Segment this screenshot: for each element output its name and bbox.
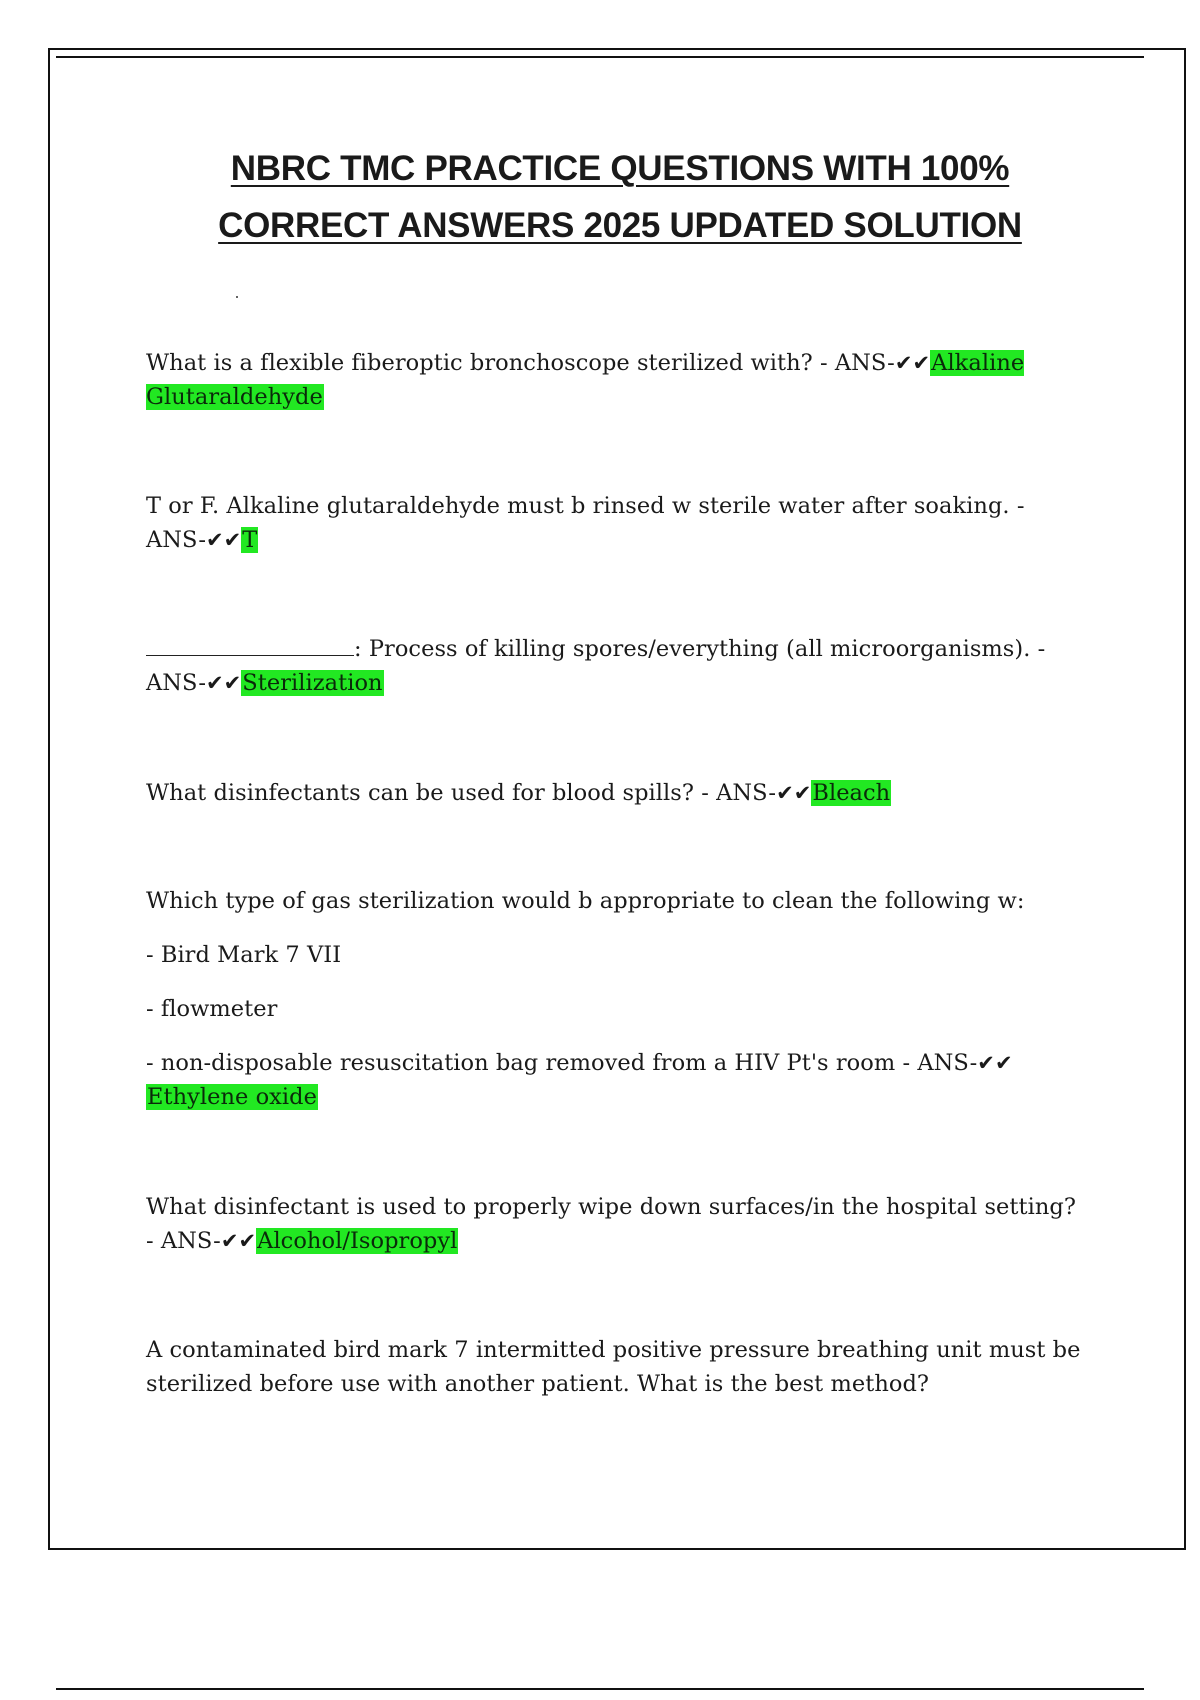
list-item: - flowmeter xyxy=(146,996,278,1022)
question-text: T or F. Alkaline glutaraldehyde must b rinsed w sterile water after soaking. xyxy=(146,493,1010,519)
answer-highlight: Sterilization xyxy=(242,670,383,696)
qa-item: : Process of killing spores/everything (all microorganisms). - ANS-✔✔Sterilization xyxy=(146,632,1086,700)
double-check-icon: ✔✔ xyxy=(776,781,812,805)
double-check-icon: ✔✔ xyxy=(894,351,931,375)
question-text: A contaminated bird mark 7 intermitted positive pressure breathing unit must be sterilized before use with another patient. What is the best method? xyxy=(146,1337,1081,1397)
list-item: - non-disposable resuscitation bag removed from a HIV Pt's room xyxy=(146,1050,896,1076)
stray-dot xyxy=(236,296,238,298)
answer-marker: ANS-✔✔ xyxy=(716,780,812,806)
question-text: Which type of gas sterilization would b appropriate to clean the following w: xyxy=(146,888,1025,914)
double-check-icon: ✔✔ xyxy=(220,1229,257,1253)
answer-highlight: Ethylene oxide xyxy=(147,1084,317,1110)
answer-highlight: Alcohol/Isopropyl xyxy=(257,1228,458,1254)
answer-marker: ANS-✔✔ xyxy=(834,350,931,376)
document-title xyxy=(80,140,1160,254)
answer-marker: ANS-✔✔ xyxy=(160,1228,257,1254)
question-text: : Process of killing spores/everything (all microorganisms). xyxy=(354,636,1031,662)
qa-item xyxy=(146,1333,1086,1401)
list-item: - Bird Mark 7 VII xyxy=(146,942,342,968)
double-check-icon: ✔✔ xyxy=(977,1051,1013,1075)
qa-item: T or F. Alkaline glutaraldehyde must b rinsed w sterile water after soaking. - ANS-✔✔T xyxy=(146,493,1025,553)
answer-highlight: Alkaline Glutaraldehyde xyxy=(146,350,1025,410)
qa-item: Which type of gas sterilization would b appropriate to clean the following w: - Bird Mark 7 VII - flowmeter - non-disposable resuscitation bag removed from a HIV Pt's room - ANS-✔✔ Ethylene oxide xyxy=(146,884,1086,1114)
top-rule xyxy=(56,56,1144,58)
question-text: What disinfectant is used to properly wipe down surfaces/in the hospital setting? xyxy=(146,1194,1076,1220)
bottom-rule xyxy=(56,1688,1144,1690)
answer-marker: ANS-✔✔ xyxy=(146,527,242,553)
qa-item: What disinfectants can be used for blood spills? - ANS-✔✔Bleach xyxy=(146,780,891,806)
answer-marker: ANS-✔✔ xyxy=(146,670,242,696)
question-text: What disinfectants can be used for blood spills? xyxy=(146,780,695,806)
fill-in-blank xyxy=(146,633,354,656)
double-check-icon: ✔✔ xyxy=(205,671,242,695)
answer-highlight: Bleach xyxy=(812,780,891,806)
question-text: What is a flexible fiberoptic bronchoscope sterilized with? xyxy=(146,350,813,376)
answer-marker: ANS-✔✔ xyxy=(917,1050,1013,1076)
answer-highlight: T xyxy=(242,527,258,553)
title-line-2: CORRECT ANSWERS 2025 UPDATED SOLUTION xyxy=(218,206,1022,245)
double-check-icon: ✔✔ xyxy=(205,528,242,552)
qa-item: What disinfectant is used to properly wipe down surfaces/in the hospital setting? - ANS-✔✔Alcohol/Isopropyl xyxy=(146,1194,1076,1254)
qa-item: What is a flexible fiberoptic bronchoscope sterilized with? - ANS-✔✔Alkaline Glutaraldehyde xyxy=(146,350,1025,410)
title-line-1: NBRC TMC PRACTICE QUESTIONS WITH 100% xyxy=(230,149,1010,188)
